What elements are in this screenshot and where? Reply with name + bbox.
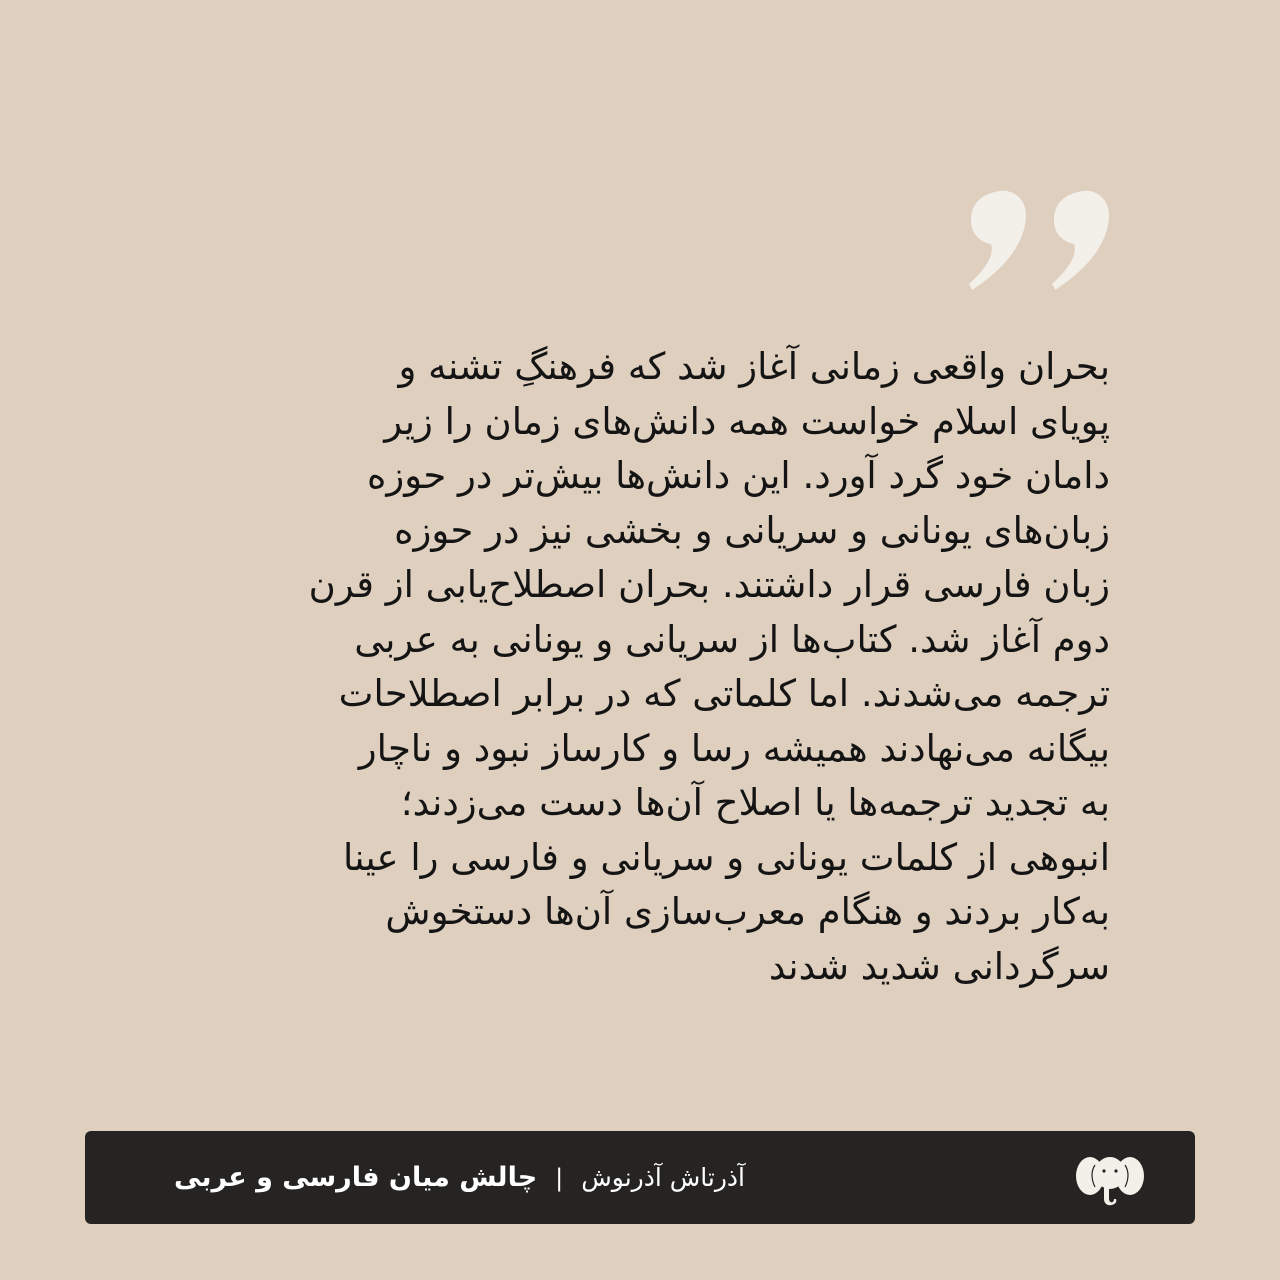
quote-line: به‌کار بردند و هنگام معرب‌سازی آن‌ها دستخوش xyxy=(385,890,1110,933)
quote-line: سرگردانی شدید شدند xyxy=(768,944,1110,988)
footer-bar xyxy=(85,1131,1195,1224)
quote-line: بحران واقعی زمانی آغاز شد که فرهنگِ تشنه و xyxy=(398,345,1110,388)
quote-line: بیگانه می‌نهادند همیشه رسا و کارساز نبود و ناچار xyxy=(358,726,1110,770)
quote-text xyxy=(165,340,1110,994)
elephant-logo-icon xyxy=(1075,1149,1145,1209)
closing-quote-icon xyxy=(960,170,1120,300)
quote-line: دوم آغاز شد. کتاب‌ها از سریانی و یونانی به عربی xyxy=(354,617,1110,661)
quote-line: به تجدید ترجمه‌ها یا اصلاح آن‌ها دست می‌زدند؛ xyxy=(400,781,1110,824)
footer-caption xyxy=(174,1131,745,1224)
quote-line: زبان‌های یونانی و سریانی و بخشی نیز در حوزه xyxy=(394,508,1110,552)
quote-line: زبان فارسی قرار داشتند. بحران اصطلاح‌یابی از قرن xyxy=(308,563,1110,606)
quote-line: دامان خود گرد آورد. این دانش‌ها بیش‌تر در حوزه xyxy=(366,454,1110,497)
separator: | xyxy=(555,1163,564,1192)
quote-line: انبوهی از کلمات یونانی و سریانی و فارسی را عینا xyxy=(342,835,1110,879)
author-name: آذرتاش آذرنوش xyxy=(581,1163,745,1192)
quote-line: ترجمه می‌شدند. اما کلماتی که در برابر اصطلاحات xyxy=(338,672,1110,715)
quote-line: پویای اسلام خواست همه دانش‌های زمان را زیر xyxy=(384,399,1110,443)
book-title: چالش میان فارسی و عربی xyxy=(174,1162,538,1193)
